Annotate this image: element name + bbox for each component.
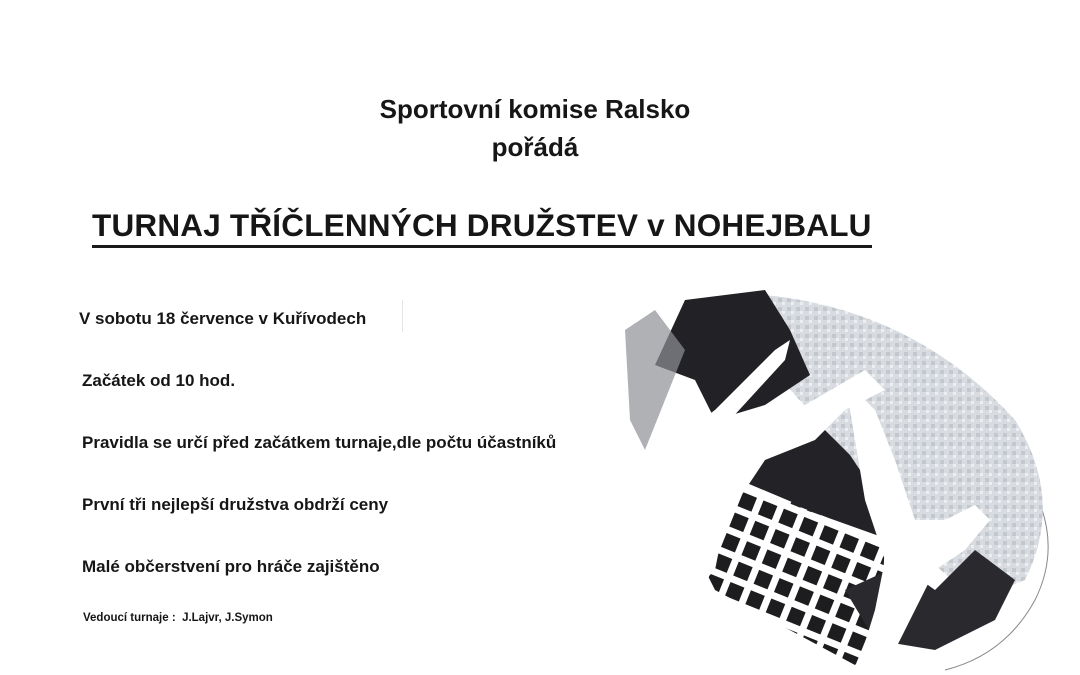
detail-start-time: Začátek od 10 hod. xyxy=(82,371,236,390)
tournament-title: TURNAJ TŘÍČLENNÝCH DRUŽSTEV v NOHEJBALU xyxy=(92,207,872,248)
leaders-label: Vedoucí turnaje : xyxy=(83,612,176,624)
detail-refreshments: Malé občerstvení pro hráče zajištěno xyxy=(82,557,380,576)
detail-date-place: V sobotu 18 července v Kuřívodech xyxy=(79,309,367,328)
scan-edge-divider xyxy=(402,300,403,332)
presents-heading: pořádá xyxy=(491,132,579,162)
detail-rules: Pravidla se určí před začátkem turnaje,dle počtu účastníků xyxy=(82,433,557,452)
organizer-heading: Sportovní komise Ralsko xyxy=(379,94,691,124)
leaders-names: J.Lajvr, J.Symon xyxy=(182,612,273,624)
tournament-leaders xyxy=(83,612,273,624)
detail-prizes: První tři nejlepší družstva obdrží ceny xyxy=(82,495,389,514)
footvolley-players-illustration xyxy=(615,270,1080,675)
